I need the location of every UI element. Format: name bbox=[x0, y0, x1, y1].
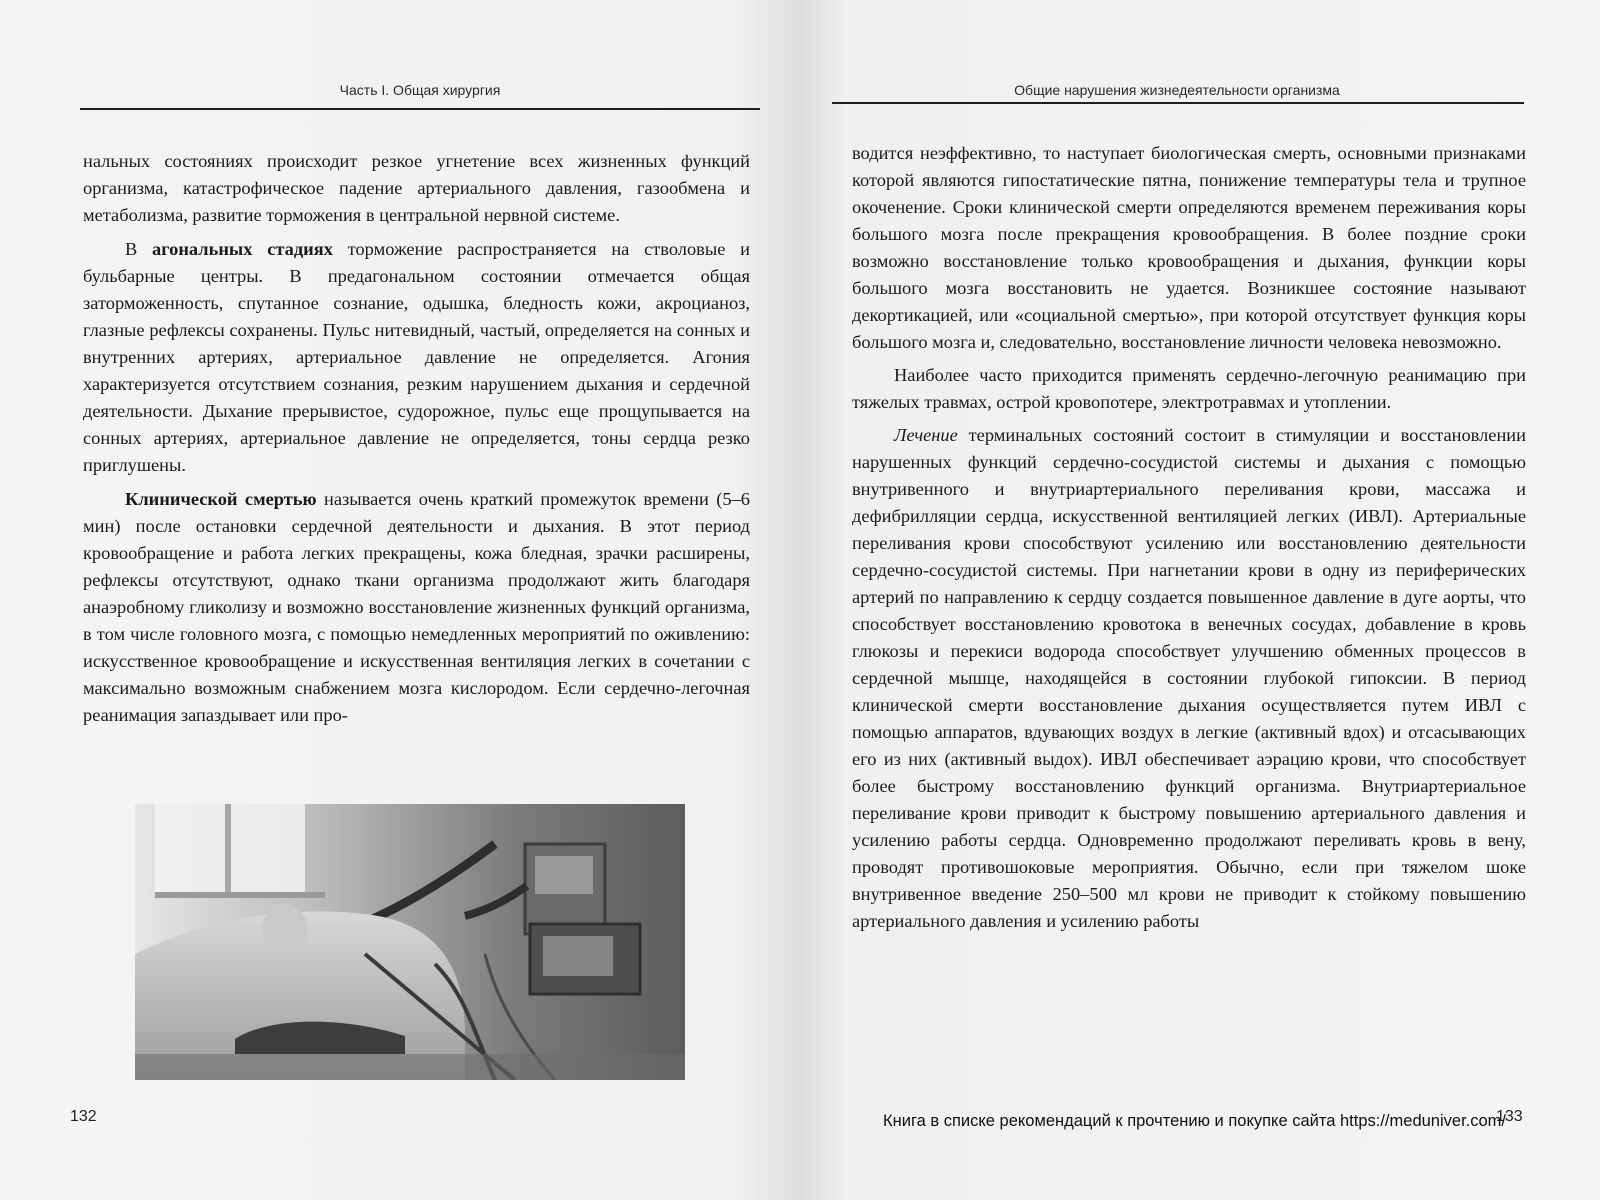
paragraph bbox=[852, 362, 1526, 416]
running-head-right: Общие нарушения жизнедеятельности организма bbox=[1014, 82, 1340, 98]
paragraph bbox=[852, 140, 1526, 356]
recommendation-watermark: Книга в списке рекомендаций к прочтению и покупке сайта https://meduniver.com/ bbox=[883, 1112, 1506, 1130]
right-page-body bbox=[852, 140, 1526, 935]
paragraph bbox=[83, 236, 750, 479]
ward-photo bbox=[135, 804, 685, 1080]
term-clinical-death: Клинической смертью bbox=[125, 489, 317, 509]
header-rule-left bbox=[80, 108, 760, 110]
paragraph-text: нальных состояниях происходит резкое угнетение всех жизненных функций организма, катастрофическое падение артериального давления, газообмена и метаболизма, развитие торможения в центральной нервной системе. bbox=[83, 151, 750, 225]
term-agonal-stages: агональных стадиях bbox=[152, 239, 333, 259]
paragraph-text: Наиболее часто приходится применять сердечно-легочную реанимацию при тяжелых травмах, острой кровопотере, электротравмах и утоплении. bbox=[852, 365, 1526, 412]
paragraph-text: терминальных состояний состоит в стимуляции и восстановлении нарушенных функций сердечно-сосудистой системы и дыхания с помощью внутривенного и внутриартериального переливания крови, массажа и дефибрилляции сердца, искусственной вентиляцией легких (ИВЛ). Артериальные переливания крови способствуют усилению или восстановлению деятельности сердечно-сосудистой системы. При нагнетании крови в одну из периферических артерий по направлению к сердцу создается повышенное давление в дуге аорты, что способствует восстановлению кровотока в венечных сосудах, добавление в кровь глюкозы и перекиси водорода способствует улучшению обменных процессов в сердечной мышце, находящейся в состоянии глубокой гипоксии. В период клинической смерти восстановление дыхания осуществляется путем ИВЛ с помощью аппаратов, вдувающих воздух в легкие (активный вдох) и отсасывающих его из них (активный выдох). ИВЛ обеспечивает аэрацию крови, что способствует более быстрому восстановлению функций организма. Внутриартериальное переливание крови приводит к быстрому повышению артериального давления и усилению работы сердца. Одновременно продолжают переливать кровь в вену, проводят противошоковые мероприятия. Обычно, если при тяжелом шоке внутривенное введение 250–500 мл крови не приводит к стойкому повышению артериального давления и усилению работы bbox=[852, 425, 1526, 931]
ward-photo-illustration bbox=[135, 804, 685, 1080]
term-treatment: Лечение bbox=[894, 425, 958, 445]
paragraph-intro: В bbox=[125, 239, 153, 259]
left-page-body bbox=[83, 148, 750, 729]
page-number-left: 132 bbox=[70, 1108, 97, 1125]
paragraph-text: торможение распространяется на стволовые и бульбарные центры. В предагональном состоянии отмечается общая заторможенность, спутанное сознание, одышка, бледность кожи, акроцианоз, глазные рефлексы сохранены. Пульс нитевидный, частый, определяется на сонных и внутренних артериях, артериальное давление не определяется. Агония характеризуется отсутствием сознания, резким нарушением дыхания и сердечной деятельности. Дыхание прерывистое, судорожное, пульс еще прощупывается на сонных артериях, артериальное давление не определяется, тоны сердца резко приглушены. bbox=[83, 239, 750, 475]
paragraph-text: водится неэффективно, то наступает биологическая смерть, основными признаками которой являются гипостатические пятна, понижение температуры тела и трупное окоченение. Сроки клинической смерти определяются временем переживания коры большого мозга после прекращения кровообращения. В более поздние сроки возможно восстановление только кровообращения и дыхания, функции коры большого мозга восстановить не удается. Возникшее состояние называют декортикацией, или «социальной смертью», при которой отсутствует функция коры большого мозга и, следовательно, восстановление личности человека невозможно. bbox=[852, 143, 1526, 352]
right-page bbox=[800, 0, 1600, 1200]
page-number-right: 133 bbox=[1496, 1108, 1523, 1125]
paragraph-text: называется очень краткий промежуток времени (5–6 мин) после остановки сердечной деятельности и дыхания. В этот период кровообращение и работа легких прекращены, кожа бледная, зрачки расширены, рефлексы отсутствуют, однако ткани организма продолжают жить благодаря анаэробному гликолизу и возможно восстановление жизненных функций организма, в том числе головного мозга, с помощью немедленных мероприятий по оживлению: искусственное кровообращение и искусственная вентиляция легких в сочетании с максимально возможным снабжением мозга кислородом. Если сердечно-легочная реанимация запаздывает или про- bbox=[83, 489, 750, 725]
running-head-left: Часть I. Общая хирургия bbox=[339, 82, 501, 98]
header-rule-right bbox=[832, 102, 1524, 104]
paragraph bbox=[83, 486, 750, 729]
paragraph bbox=[852, 422, 1526, 935]
paragraph bbox=[83, 148, 750, 229]
